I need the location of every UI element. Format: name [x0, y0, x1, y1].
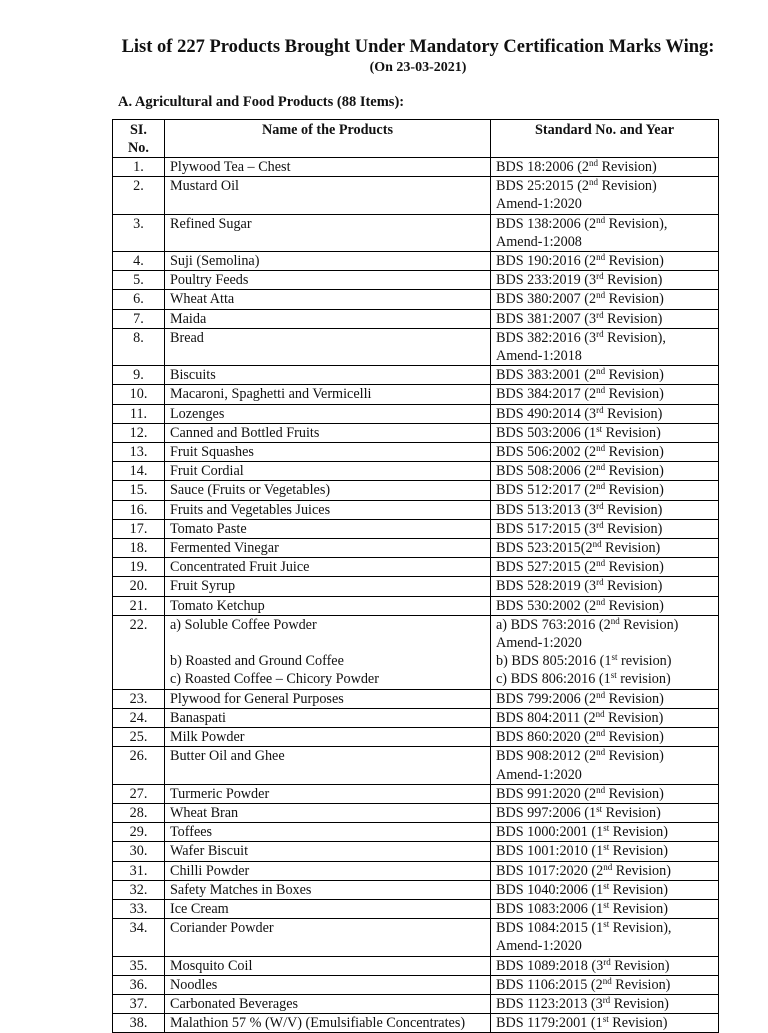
standard-cell: [491, 519, 719, 538]
serial-number-cell: 31.: [113, 861, 165, 880]
cell-line: BDS 233:2019 (3rd Revision): [496, 271, 663, 289]
table-row: [113, 994, 719, 1013]
product-name-cell: [165, 596, 491, 615]
serial-number-cell: 20.: [113, 577, 165, 596]
standard-cell: [491, 158, 719, 177]
standard-cell: [491, 728, 719, 747]
table-row: [113, 462, 719, 481]
cell-line: BDS 528:2019 (3rd Revision): [496, 577, 663, 595]
cell-line: Amend-1:2020: [496, 766, 582, 783]
cell-line: BDS 991:2020 (2nd Revision): [496, 784, 664, 802]
cell-line: BDS 381:2007 (3rd Revision): [496, 309, 663, 327]
product-name-cell: [165, 481, 491, 500]
cell-line: BDS 503:2006 (1st Revision): [496, 423, 661, 441]
serial-number-cell: 26.: [113, 747, 165, 784]
product-name-cell: [165, 689, 491, 708]
serial-number-cell: 19.: [113, 558, 165, 577]
cell-line: BDS 997:2006 (1st Revision): [496, 803, 661, 821]
table-row: [113, 784, 719, 803]
standard-cell: [491, 919, 719, 956]
cell-line: Bread: [170, 329, 204, 346]
product-name-cell: [165, 385, 491, 404]
standard-cell: [491, 577, 719, 596]
cell-line: BDS 517:2015 (3rd Revision): [496, 519, 663, 537]
cell-line: BDS 25:2015 (2nd Revision): [496, 177, 657, 195]
cell-line: Biscuits: [170, 367, 216, 384]
product-name-cell: [165, 462, 491, 481]
cell-line: Turmeric Powder: [170, 785, 270, 802]
cell-line: BDS 860:2020 (2nd Revision): [496, 728, 664, 746]
standard-cell: [491, 615, 719, 689]
serial-number-cell: 24.: [113, 708, 165, 727]
cell-line: Poultry Feeds: [170, 272, 249, 289]
cell-line: BDS 1084:2015 (1st Revision),: [496, 919, 672, 937]
cell-line: Fermented Vinegar: [170, 540, 279, 557]
product-name-cell: [165, 290, 491, 309]
column-header-serial-line1: SI.: [130, 122, 147, 138]
serial-number-cell: 17.: [113, 519, 165, 538]
serial-number-cell: 30.: [113, 842, 165, 861]
table-row: [113, 596, 719, 615]
cell-line: Tomato Ketchup: [170, 597, 265, 614]
product-name-cell: [165, 252, 491, 271]
table-row: [113, 919, 719, 956]
serial-number-cell: 7.: [113, 309, 165, 328]
table-row: [113, 519, 719, 538]
table-body: [113, 158, 719, 1033]
product-name-cell: [165, 271, 491, 290]
product-name-cell: [165, 919, 491, 956]
table-row: [113, 385, 719, 404]
cell-line: Fruit Squashes: [170, 444, 254, 461]
serial-number-cell: 10.: [113, 385, 165, 404]
column-header-serial-line2: No.: [128, 140, 149, 156]
product-name-cell: [165, 328, 491, 365]
standard-cell: [491, 271, 719, 290]
table-row: [113, 271, 719, 290]
serial-number-cell: 15.: [113, 481, 165, 500]
product-name-cell: [165, 214, 491, 251]
product-name-cell: [165, 975, 491, 994]
serial-number-cell: 25.: [113, 728, 165, 747]
cell-line: Coriander Powder: [170, 920, 274, 937]
cell-line: BDS 512:2017 (2nd Revision): [496, 481, 664, 499]
cell-line: Wheat Bran: [170, 804, 239, 821]
cell-line: BDS 527:2015 (2nd Revision): [496, 558, 664, 576]
cell-line: c) BDS 806:2016 (1st revision): [496, 670, 671, 688]
standard-cell: [491, 500, 719, 519]
product-name-cell: [165, 615, 491, 689]
table-row: [113, 423, 719, 442]
table-row: [113, 558, 719, 577]
serial-number-cell: 18.: [113, 539, 165, 558]
cell-line: a) BDS 763:2016 (2nd Revision): [496, 615, 679, 633]
cell-line: Butter Oil and Ghee: [170, 748, 285, 765]
cell-line: BDS 1106:2015 (2nd Revision): [496, 975, 671, 993]
standard-cell: [491, 1014, 719, 1033]
page-title: List of 227 Products Brought Under Mandatory Certification Marks Wing:: [121, 37, 715, 57]
table-row: [113, 290, 719, 309]
standard-cell: [491, 404, 719, 423]
cell-line: BDS 1179:2001 (1st Revision): [496, 1014, 668, 1032]
cell-line: BDS 382:2016 (3rd Revision),: [496, 328, 666, 346]
cell-line: BDS 506:2002 (2nd Revision): [496, 443, 664, 461]
table-row: [113, 842, 719, 861]
cell-line: BDS 530:2002 (2nd Revision): [496, 596, 664, 614]
product-name-cell: [165, 539, 491, 558]
product-name-cell: [165, 708, 491, 727]
table-row: [113, 708, 719, 727]
standard-cell: [491, 539, 719, 558]
cell-line: Lozenges: [170, 405, 225, 422]
serial-number-cell: 9.: [113, 366, 165, 385]
cell-line: BDS 804:2011 (2nd Revision): [496, 708, 664, 726]
products-table: [112, 119, 719, 1033]
cell-line: BDS 908:2012 (2nd Revision): [496, 747, 664, 765]
product-name-cell: [165, 500, 491, 519]
cell-line: BDS 523:2015(2nd Revision): [496, 539, 661, 557]
product-name-cell: [165, 842, 491, 861]
standard-cell: [491, 747, 719, 784]
cell-line: Ice Cream: [170, 900, 229, 917]
cell-line: BDS 1001:2010 (1st Revision): [496, 842, 668, 860]
product-name-cell: [165, 558, 491, 577]
serial-number-cell: 2.: [113, 177, 165, 214]
product-name-cell: [165, 823, 491, 842]
table-row: [113, 328, 719, 365]
cell-line: Banaspati: [170, 709, 226, 726]
product-name-cell: [165, 443, 491, 462]
cell-line: Tomato Paste: [170, 520, 247, 537]
table-row: [113, 404, 719, 423]
cell-line: Suji (Semolina): [170, 253, 260, 270]
standard-cell: [491, 177, 719, 214]
table-row: [113, 481, 719, 500]
cell-line: Macaroni, Spaghetti and Vermicelli: [170, 386, 372, 403]
product-name-cell: [165, 519, 491, 538]
standard-cell: [491, 994, 719, 1013]
product-name-cell: [165, 158, 491, 177]
standard-cell: [491, 880, 719, 899]
column-header-standard: Standard No. and Year: [491, 120, 719, 158]
standard-cell: [491, 975, 719, 994]
standard-cell: [491, 309, 719, 328]
page-date: (On 23-03-2021): [369, 60, 467, 75]
table-row: [113, 500, 719, 519]
serial-number-cell: 4.: [113, 252, 165, 271]
cell-line: Amend-1:2018: [496, 348, 582, 365]
product-name-cell: [165, 880, 491, 899]
cell-line: Malathion 57 % (W/V) (Emulsifiable Concentrates): [170, 1015, 466, 1032]
standard-cell: [491, 596, 719, 615]
cell-line: Amend-1:2020: [496, 635, 582, 652]
cell-line: Amend-1:2008: [496, 233, 582, 250]
cell-line: Wheat Atta: [170, 291, 235, 308]
cell-line: BDS 513:2013 (3rd Revision): [496, 500, 663, 518]
cell-line: Fruit Cordial: [170, 463, 244, 480]
table-row: [113, 539, 719, 558]
cell-line: BDS 383:2001 (2nd Revision): [496, 366, 664, 384]
table-row: [113, 728, 719, 747]
cell-line: [170, 635, 174, 651]
product-name-cell: [165, 956, 491, 975]
standard-cell: [491, 803, 719, 822]
cell-line: BDS 1040:2006 (1st Revision): [496, 880, 668, 898]
serial-number-cell: 32.: [113, 880, 165, 899]
table-row: [113, 309, 719, 328]
cell-line: a) Soluble Coffee Powder: [170, 616, 317, 633]
cell-line: Plywood Tea – Chest: [170, 159, 291, 175]
serial-number-cell: 37.: [113, 994, 165, 1013]
table-row: [113, 366, 719, 385]
cell-line: Amend-1:2020: [496, 196, 582, 213]
product-name-cell: [165, 1014, 491, 1033]
cell-line: Concentrated Fruit Juice: [170, 559, 310, 576]
serial-number-cell: 38.: [113, 1014, 165, 1033]
cell-line: BDS 18:2006 (2nd Revision): [496, 158, 657, 175]
product-name-cell: [165, 309, 491, 328]
standard-cell: [491, 462, 719, 481]
cell-line: Maida: [170, 310, 207, 327]
serial-number-cell: 11.: [113, 404, 165, 423]
table-row: [113, 747, 719, 784]
product-name-cell: [165, 366, 491, 385]
table-row: [113, 577, 719, 596]
standard-cell: [491, 708, 719, 727]
standard-cell: [491, 385, 719, 404]
table-row: [113, 214, 719, 251]
cell-line: Refined Sugar: [170, 215, 252, 232]
standard-cell: [491, 481, 719, 500]
standard-cell: [491, 443, 719, 462]
cell-line: BDS 508:2006 (2nd Revision): [496, 462, 664, 480]
product-name-cell: [165, 728, 491, 747]
standard-cell: [491, 689, 719, 708]
table-row: [113, 803, 719, 822]
table-row: [113, 615, 719, 689]
cell-line: BDS 1123:2013 (3rd Revision): [496, 994, 669, 1012]
table-row: [113, 975, 719, 994]
standard-cell: [491, 823, 719, 842]
serial-number-cell: 34.: [113, 919, 165, 956]
table-row: [113, 689, 719, 708]
standard-cell: [491, 214, 719, 251]
cell-line: Sauce (Fruits or Vegetables): [170, 482, 331, 499]
serial-number-cell: 28.: [113, 803, 165, 822]
serial-number-cell: 22.: [113, 615, 165, 689]
table-row: [113, 899, 719, 918]
standard-cell: [491, 861, 719, 880]
cell-line: b) Roasted and Ground Coffee: [170, 653, 344, 670]
cell-line: Plywood for General Purposes: [170, 690, 344, 707]
serial-number-cell: 12.: [113, 423, 165, 442]
serial-number-cell: 33.: [113, 899, 165, 918]
table-row: [113, 158, 719, 177]
cell-line: Fruits and Vegetables Juices: [170, 501, 331, 518]
cell-line: c) Roasted Coffee – Chicory Powder: [170, 671, 379, 688]
serial-number-cell: 5.: [113, 271, 165, 290]
serial-number-cell: 21.: [113, 596, 165, 615]
cell-line: BDS 1000:2001 (1st Revision): [496, 823, 668, 841]
cell-line: BDS 380:2007 (2nd Revision): [496, 290, 664, 308]
product-name-cell: [165, 994, 491, 1013]
cell-line: Fruit Syrup: [170, 578, 236, 595]
cell-line: Mustard Oil: [170, 178, 239, 195]
serial-number-cell: 8.: [113, 328, 165, 365]
cell-line: BDS 490:2014 (3rd Revision): [496, 404, 663, 422]
table-row: [113, 1014, 719, 1033]
serial-number-cell: 29.: [113, 823, 165, 842]
cell-line: BDS 799:2006 (2nd Revision): [496, 689, 664, 707]
cell-line: Chilli Powder: [170, 862, 250, 879]
table-row: [113, 823, 719, 842]
cell-line: Safety Matches in Boxes: [170, 881, 312, 898]
product-name-cell: [165, 861, 491, 880]
cell-line: Wafer Biscuit: [170, 843, 249, 860]
serial-number-cell: 13.: [113, 443, 165, 462]
serial-number-cell: 36.: [113, 975, 165, 994]
product-name-cell: [165, 577, 491, 596]
serial-number-cell: 27.: [113, 784, 165, 803]
table-row: [113, 956, 719, 975]
cell-line: BDS 384:2017 (2nd Revision): [496, 385, 664, 403]
serial-number-cell: 16.: [113, 500, 165, 519]
table-row: [113, 880, 719, 899]
standard-cell: [491, 328, 719, 365]
serial-number-cell: 35.: [113, 956, 165, 975]
serial-number-cell: 14.: [113, 462, 165, 481]
cell-line: BDS 1017:2020 (2nd Revision): [496, 861, 671, 879]
table-row: [113, 443, 719, 462]
cell-line: BDS 138:2006 (2nd Revision),: [496, 214, 668, 232]
cell-line: BDS 1083:2006 (1st Revision): [496, 899, 668, 917]
standard-cell: [491, 842, 719, 861]
standard-cell: [491, 366, 719, 385]
table-header-row: [113, 120, 719, 158]
cell-line: Mosquito Coil: [170, 957, 253, 974]
product-name-cell: [165, 747, 491, 784]
cell-line: Canned and Bottled Fruits: [170, 424, 320, 441]
product-name-cell: [165, 423, 491, 442]
product-name-cell: [165, 177, 491, 214]
cell-line: b) BDS 805:2016 (1st revision): [496, 652, 672, 670]
serial-number-cell: 6.: [113, 290, 165, 309]
standard-cell: [491, 899, 719, 918]
cell-line: BDS 190:2016 (2nd Revision): [496, 252, 664, 270]
cell-line: BDS 1089:2018 (3rd Revision): [496, 956, 670, 974]
table-row: [113, 861, 719, 880]
standard-cell: [491, 784, 719, 803]
cell-line: Milk Powder: [170, 729, 245, 746]
standard-cell: [491, 956, 719, 975]
standard-cell: [491, 558, 719, 577]
standard-cell: [491, 290, 719, 309]
cell-line: Noodles: [170, 976, 218, 993]
column-header-product-name: Name of the Products: [165, 120, 491, 158]
column-header-serial-no: [113, 120, 165, 158]
table-row: [113, 177, 719, 214]
product-name-cell: [165, 404, 491, 423]
table-row: [113, 252, 719, 271]
cell-line: Toffees: [170, 824, 213, 841]
section-heading: A. Agricultural and Food Products (88 Items):: [118, 94, 405, 110]
product-name-cell: [165, 784, 491, 803]
standard-cell: [491, 252, 719, 271]
cell-line: Amend-1:2020: [496, 938, 582, 955]
standard-cell: [491, 423, 719, 442]
serial-number-cell: 1.: [113, 158, 165, 177]
product-name-cell: [165, 899, 491, 918]
cell-line: Carbonated Beverages: [170, 995, 299, 1012]
product-name-cell: [165, 803, 491, 822]
serial-number-cell: 23.: [113, 689, 165, 708]
serial-number-cell: 3.: [113, 214, 165, 251]
